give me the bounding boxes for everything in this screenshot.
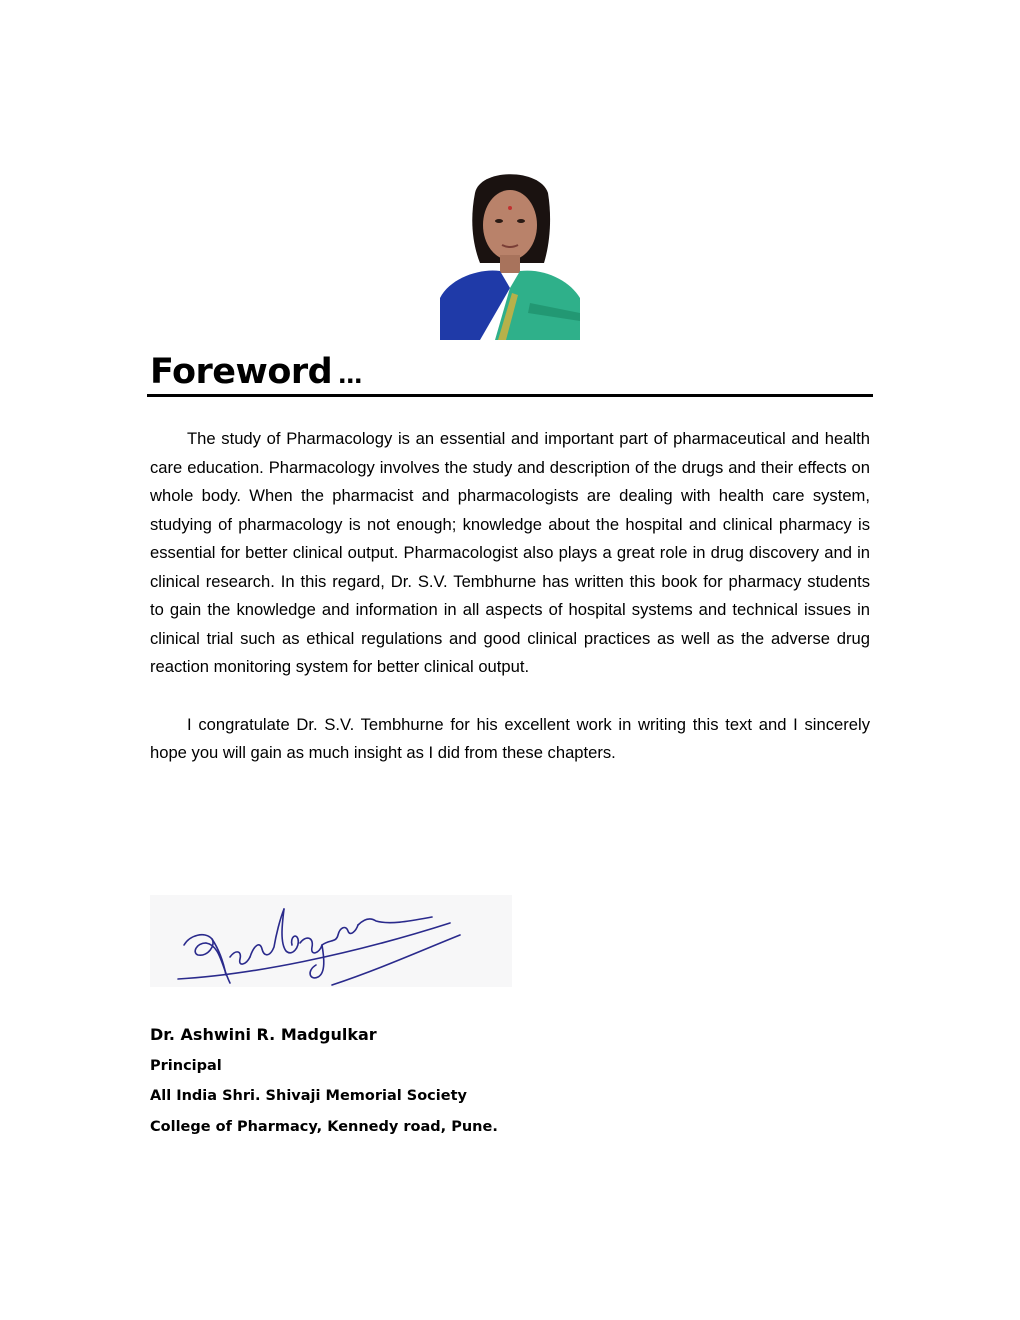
author-portrait: [440, 163, 580, 340]
paragraph: I congratulate Dr. S.V. Tembhurne for his excellent work in writing this text and I sincerely hope you will gain as much insight as I did from these chapters.: [150, 714, 870, 762]
page-title-text: Foreword: [150, 352, 333, 392]
page-title: [150, 350, 870, 397]
signature-image: [150, 895, 512, 987]
author-signature-block: [150, 1020, 750, 1142]
author-name: Dr. Ashwini R. Madgulkar: [150, 1025, 377, 1044]
page-title-ellipsis: …: [338, 361, 362, 389]
author-address: College of Pharmacy, Kennedy road, Pune.: [150, 1118, 498, 1135]
author-organization: All India Shri. Shivaji Memorial Society: [150, 1088, 467, 1104]
foreword-body: [150, 425, 870, 768]
title-underline: [147, 394, 873, 397]
author-title: Principal: [150, 1057, 222, 1074]
paragraph: The study of Pharmacology is an essential and important part of pharmaceutical and health care education. Pharmacology involves the study and description of the drugs and their effects on whole body. When the pharmacist and pharmacologists are dealing with health care system, studying of pharmacology is not enough; knowledge about the hospital and clinical pharmacy is essential for better clinical output. Pharmacologist also plays a great role in drug discovery and in clinical research. In this regard, Dr. S.V. Tembhurne has written this book for pharmacy students to gain the knowledge and information in all aspects of hospital systems and technical issues in clinical trial such as ethical regulations and good clinical practices as well as the adverse drug reaction monitoring system for better clinical output.: [150, 429, 870, 676]
